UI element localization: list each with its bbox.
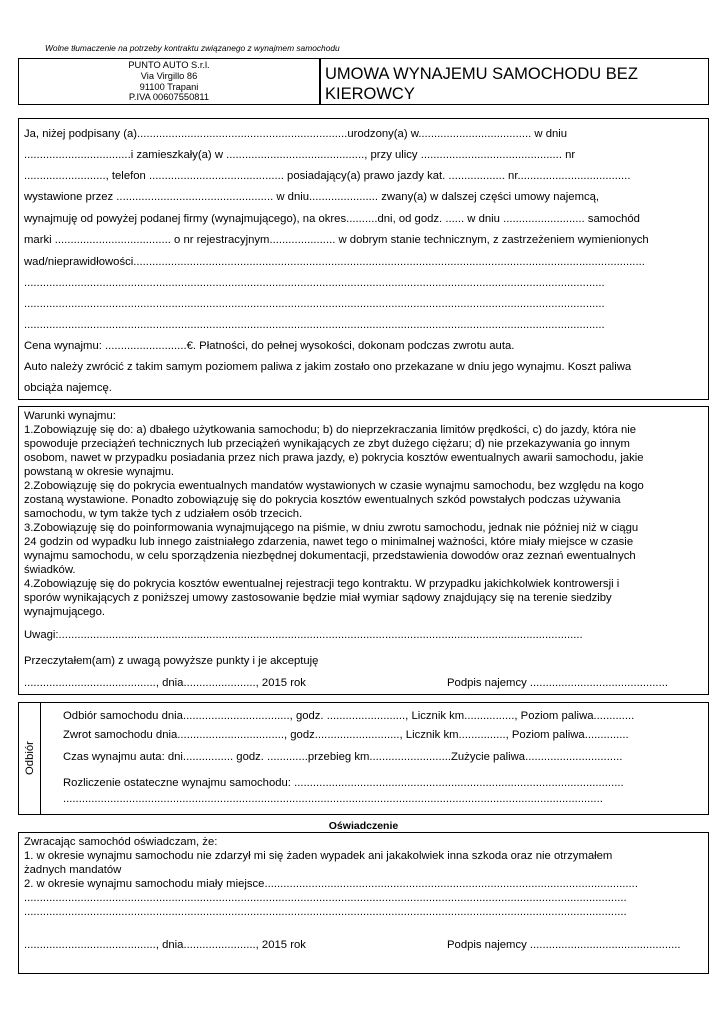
signature-line: Podpis najemcy ............................................	[447, 677, 668, 689]
terms-heading: Warunki wynajmu:	[24, 410, 116, 422]
date-line: .........................................., dnia......................., 2015 rok	[24, 939, 306, 951]
fuel-line: obciąża najemcę.	[24, 382, 112, 394]
fuel-line: Auto należy zwrócić z takim samym poziomem paliwa z jakim zostało ono przekazane w dniu jego wynajmu. Koszt paliwa	[24, 361, 632, 373]
translation-note: Wolne tłumaczenie na potrzeby kontraktu związanego z wynajmem samochodu	[45, 43, 340, 53]
declaration-line: ..................................i zamieszkały(a) w ............................................, przy ulicy ............................................. nr	[24, 149, 576, 161]
declaration-line: wystawione przez .................................................. w dniu...................... zwany(a) w dalszej części umowy najemcą,	[24, 191, 600, 203]
terms-line: zostaną wystawione. Ponadto zobowiązuję się do pokrycia kosztów ewentualnych szkód powstałych podczas używania	[24, 494, 621, 506]
terms-line: 3.Zobowiązuję się do poinformowania wynajmującego na piśmie, w dniu zwrotu samochodu, jednak nie później niż w ciągu	[24, 522, 639, 534]
declaration-line: marki ..................................... o nr rejestracyjnym..................... w dobrym stanie technicznym, z zastrzeżeniem wymienionych	[24, 234, 649, 246]
terms-line: wynajmu samochodu, w celu sporządzenia niezbędnej dokumentacji, przedstawienia dowodów oraz zeznań ewentualnych	[24, 550, 636, 562]
pickup-row: Odbiór samochodu dnia.................................., godz. ........................., Licznik km................, Poziom paliwa.............	[63, 710, 635, 722]
declaration-line: .........................., telefon ........................................... posiadający(a) prawo jazdy kat. .................. nr....................................	[24, 170, 631, 182]
terms-line: powstaną w okresie wynajmu.	[24, 466, 175, 478]
settlement-row: ............................................................................................................................................................................	[63, 793, 603, 805]
terms-line: 1.Zobowiązuję się do: a) dbałego użytkowania samochodu; b) do nieprzekraczania limitów prędkości, c) do jazdy, która nie	[24, 424, 637, 436]
remarks-line: Uwagi:.......................................................................................................................................................................	[24, 629, 583, 641]
statement-line: ................................................................................................................................................................................................	[24, 892, 627, 904]
price-line: Cena wynajmu: ..........................€. Płatności, do pełnej wysokości, dokonam podczas zwrotu auta.	[24, 340, 515, 352]
declaration-line: Ja, niżej podpisany (a)...................................................................urodzony(a) w.................................... w dniu	[24, 128, 568, 140]
company-city: 91100 Trapani	[139, 81, 199, 92]
settlement-row: Rozliczenie ostateczne wynajmu samochodu: .........................................................................................................	[63, 777, 624, 789]
statement-line: ................................................................................................................................................................................................	[24, 906, 627, 918]
statement-heading: Oświadczenie	[328, 820, 399, 832]
terms-line: osobom, nawet w przypadku posiadania przez nich prawa jazdy, e) pokrycia kosztów ewentualnych awarii samochodu, jakie	[24, 452, 644, 464]
acceptance-line: Przeczytałem(am) z uwagą powyższe punkty i je akceptuję	[24, 655, 319, 667]
terms-line: 4.Zobowiązuję się do pokrycia kosztów ewentualnej rejestracji tego kontraktu. W przypadku jakichkolwiek kontrowersji i	[24, 578, 620, 590]
terms-line: świadków.	[24, 564, 76, 576]
declaration-line: .........................................................................................................................................................................................	[24, 298, 605, 310]
terms-line: 24 godzin od wypadku lub innego zaistniałego zdarzenia, nawet tego o minimalnej ważności, które miały miejsce w czasie	[24, 536, 634, 548]
terms-line: spowoduje przeciążeń technicznych lub przeciążeń wynikających ze zbyt dużego ciężaru; d) nie przekazywania go innym	[24, 438, 630, 450]
title-line-2: KIEROWCY	[325, 85, 415, 103]
declaration-line: wynajmuję od powyżej podanej firmy (wynajmującego), na okres..........dni, od godz. ...... w dniu .......................... samochód	[24, 213, 640, 225]
declaration-line: .........................................................................................................................................................................................	[24, 319, 605, 331]
terms-line: 2.Zobowiązuję się do pokrycia ewentualnych mandatów wystawionych w czasie wynajmu samochodu, bez względu na kogo	[24, 480, 644, 492]
company-info	[18, 58, 320, 105]
terms-line: wynajmującego.	[24, 606, 106, 618]
title-line-1: UMOWA WYNAJEMU SAMOCHODU BEZ	[325, 65, 638, 83]
return-row: Zwrot samochodu dnia.................................., godz..........................., Licznik km..............., Poziom paliwa..............	[63, 729, 629, 741]
terms-line: sporów wynikających z poniższej umowy zastosowanie będzie miał wymiar sądowy znajdujący się na terenie siedziby	[24, 592, 612, 604]
signature-line: Podpis najemcy ................................................	[447, 939, 681, 951]
statement-line: 1. w okresie wynajmu samochodu nie zdarzył mi się żaden wypadek ani jakakolwiek inna szkoda oraz nie otrzymałem	[24, 850, 613, 862]
date-line: .........................................., dnia......................., 2015 rok	[24, 677, 306, 689]
document-title	[320, 58, 709, 105]
company-name: PUNTO AUTO S.r.l.	[128, 60, 210, 70]
rental-time-row: Czas wynajmu auta: dni................ godz. .............przebieg km..........................Zużycie paliwa...............................	[63, 751, 623, 763]
statement-line: Zwracając samochód oświadczam, że:	[24, 836, 218, 848]
declaration-line: .........................................................................................................................................................................................	[24, 277, 605, 289]
company-vat: P.IVA 00607550811	[128, 92, 210, 103]
side-label: Odbiór	[24, 741, 36, 775]
declaration-line: wad/nieprawidłowości...................................................................................................................................................................	[24, 256, 645, 268]
statement-line: żadnych mandatów	[24, 864, 122, 876]
company-street: Via Virgillo 86	[140, 70, 198, 81]
terms-line: samochodu, w tym także tych z udziałem osób trzecich.	[24, 508, 303, 520]
statement-line: 2. w okresie wynajmu samochodu miały miejsce.......................................................................................................................	[24, 878, 638, 890]
